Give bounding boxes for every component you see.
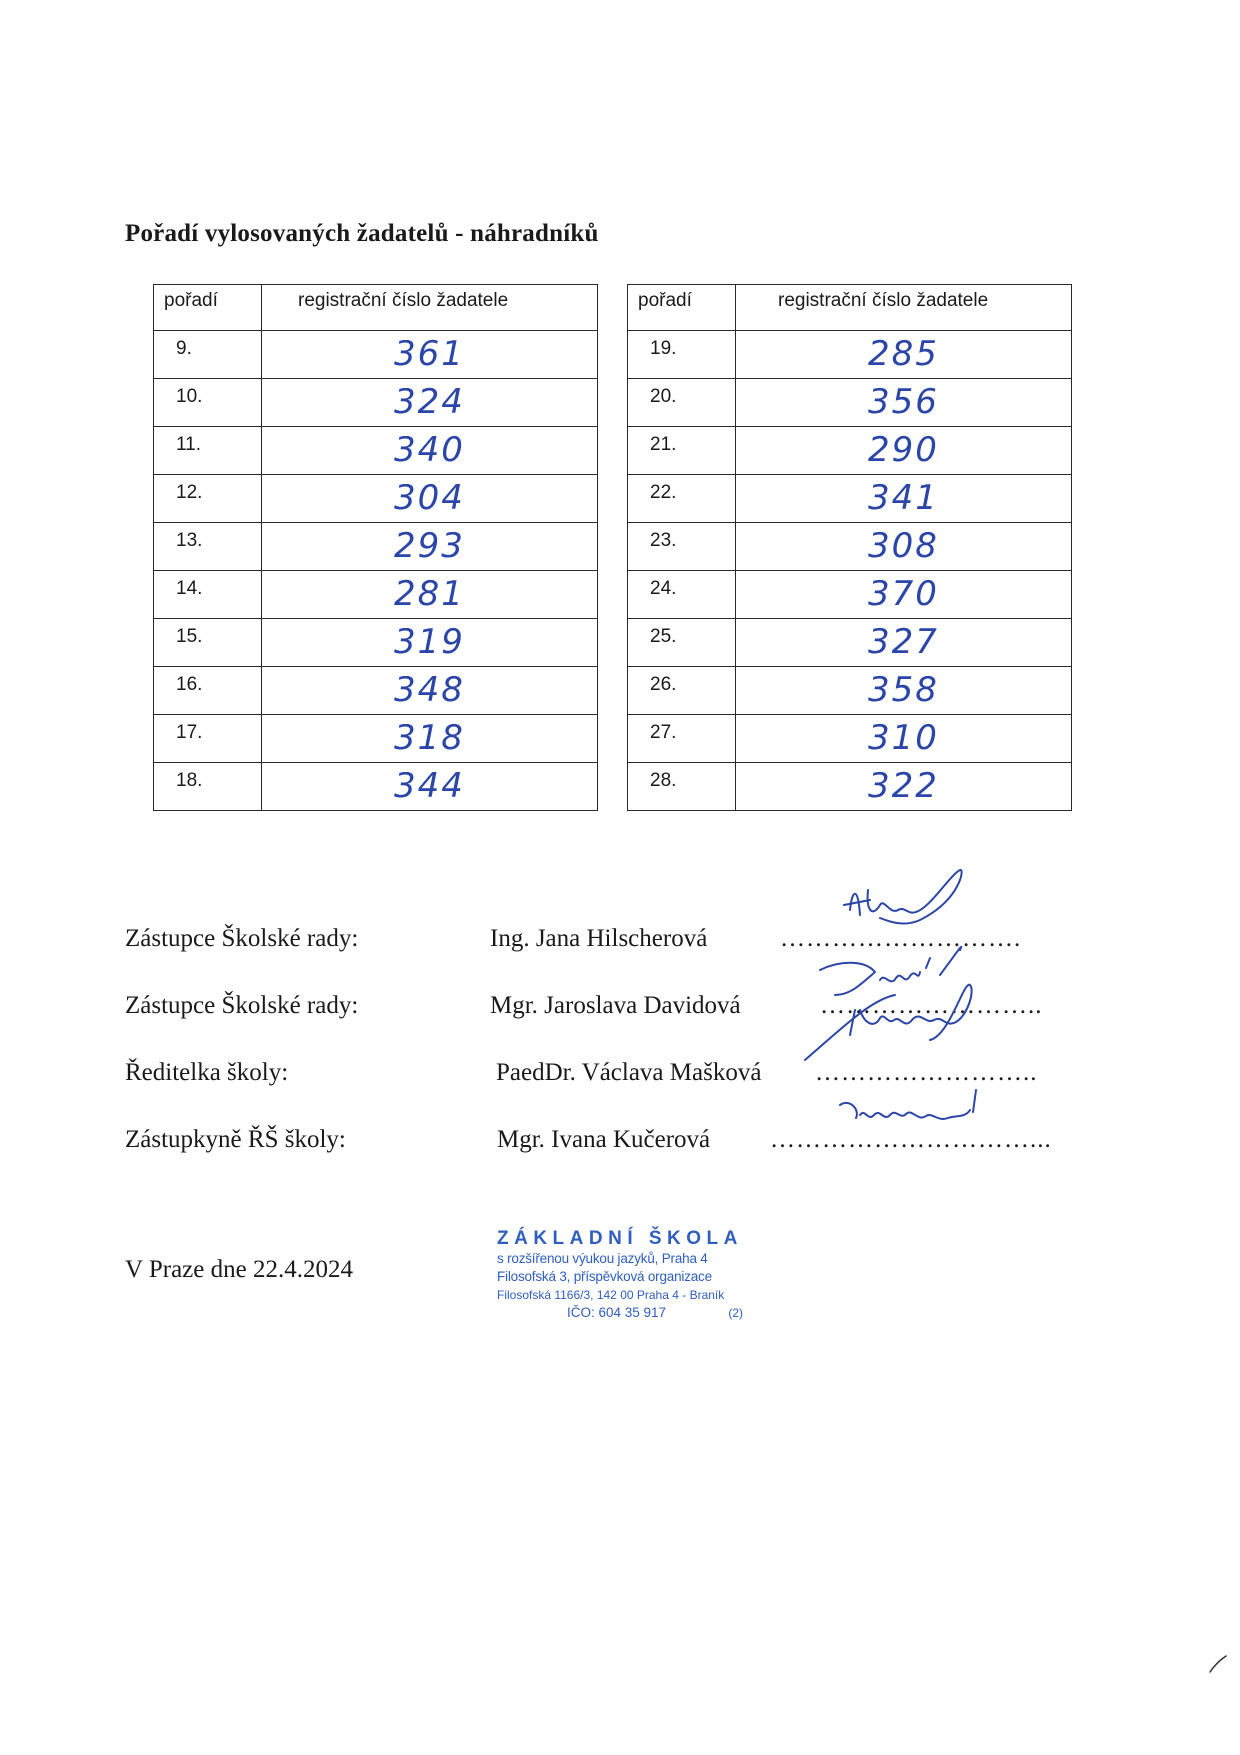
registration-number-cell: 341 [736,475,1072,523]
order-cell: 18. [154,763,262,811]
registration-number-cell: 361 [262,331,598,379]
table-row [154,475,598,523]
order-cell: 17. [154,715,262,763]
header-order: pořadí [154,285,262,331]
table-row [628,715,1072,763]
table-row [628,379,1072,427]
registration-number-cell: 324 [262,379,598,427]
order-cell: 14. [154,571,262,619]
order-cell: 27. [628,715,736,763]
substitutes-table-right [627,284,1072,811]
registration-number-cell: 308 [736,523,1072,571]
stamp-title: ZÁKLADNÍ ŠKOLA [497,1228,743,1249]
registration-number-cell: 344 [262,763,598,811]
registration-number-cell: 356 [736,379,1072,427]
table-header-row [628,285,1072,331]
registration-number-cell: 281 [262,571,598,619]
table-row [628,331,1072,379]
registration-number-cell: 293 [262,523,598,571]
order-cell: 28. [628,763,736,811]
registration-number-cell: 310 [736,715,1072,763]
table-row [154,379,598,427]
order-cell: 16. [154,667,262,715]
header-registration-number: registrační číslo žadatele [736,285,1072,331]
registration-number-cell: 327 [736,619,1072,667]
handwritten-signatures-icon [780,860,1080,1160]
order-cell: 20. [628,379,736,427]
order-cell: 10. [154,379,262,427]
stamp-line: s rozšířenou výukou jazyků, Praha 4 [497,1251,708,1266]
registration-number-cell: 318 [262,715,598,763]
signatory-role: Zástupce Školské rady: [125,925,359,952]
substitutes-table-left [153,284,598,811]
signatory-role: Zástupkyně ŘŠ školy: [125,1126,346,1153]
school-stamp [497,1228,777,1322]
signature-dots: …………………….. [815,1059,1038,1086]
page-heading: Pořadí vylosovaných žadatelů - náhradníků [125,220,599,247]
signatory-name: Mgr. Jaroslava Davidová [490,992,741,1019]
registration-number-cell: 304 [262,475,598,523]
stamp-ico: IČO: 604 35 917 [567,1305,667,1320]
table-header-row [154,285,598,331]
stamp-suffix: (2) [728,1306,743,1320]
table-row [628,427,1072,475]
order-cell: 11. [154,427,262,475]
signature-dots: …………………….. [820,992,1043,1019]
order-cell: 25. [628,619,736,667]
registration-number-cell: 319 [262,619,598,667]
table-row [628,763,1072,811]
order-cell: 26. [628,667,736,715]
registration-number-cell: 285 [736,331,1072,379]
table-row [628,475,1072,523]
signatory-name: Ing. Jana Hilscherová [490,925,708,952]
table-row [154,619,598,667]
order-cell: 24. [628,571,736,619]
registration-number-cell: 340 [262,427,598,475]
header-order: pořadí [628,285,736,331]
stamp-line: Filosofská 3, příspěvková organizace [497,1269,712,1284]
order-cell: 19. [628,331,736,379]
signature-dots: ………………………. [780,925,1022,952]
signatory-name: Mgr. Ivana Kučerová [497,1126,711,1153]
table-row [154,667,598,715]
order-cell: 9. [154,331,262,379]
registration-number-cell: 358 [736,667,1072,715]
table-row [628,571,1072,619]
signature-dots: …………………………... [770,1126,1052,1153]
header-registration-number: registrační číslo žadatele [262,285,598,331]
order-cell: 22. [628,475,736,523]
registration-number-cell: 348 [262,667,598,715]
order-cell: 12. [154,475,262,523]
registration-number-cell: 370 [736,571,1072,619]
signatory-role: Ředitelka školy: [125,1059,289,1086]
table-row [628,523,1072,571]
stamp-line: Filosofská 1166/3, 142 00 Praha 4 - Braník [497,1288,725,1302]
date-line: V Praze dne 22.4.2024 [125,1256,353,1283]
order-cell: 23. [628,523,736,571]
registration-number-cell: 290 [736,427,1072,475]
table-row [154,427,598,475]
pen-mark-icon [1206,1652,1230,1676]
order-cell: 15. [154,619,262,667]
registration-number-cell: 322 [736,763,1072,811]
signatory-role: Zástupce Školské rady: [125,992,359,1019]
signatory-name: PaedDr. Václava Mašková [496,1059,762,1086]
table-row [628,619,1072,667]
table-row [154,715,598,763]
table-row [154,331,598,379]
table-row [154,763,598,811]
order-cell: 21. [628,427,736,475]
table-row [154,571,598,619]
stamp-ico-line [497,1304,777,1322]
order-cell: 13. [154,523,262,571]
table-row [628,667,1072,715]
table-row [154,523,598,571]
